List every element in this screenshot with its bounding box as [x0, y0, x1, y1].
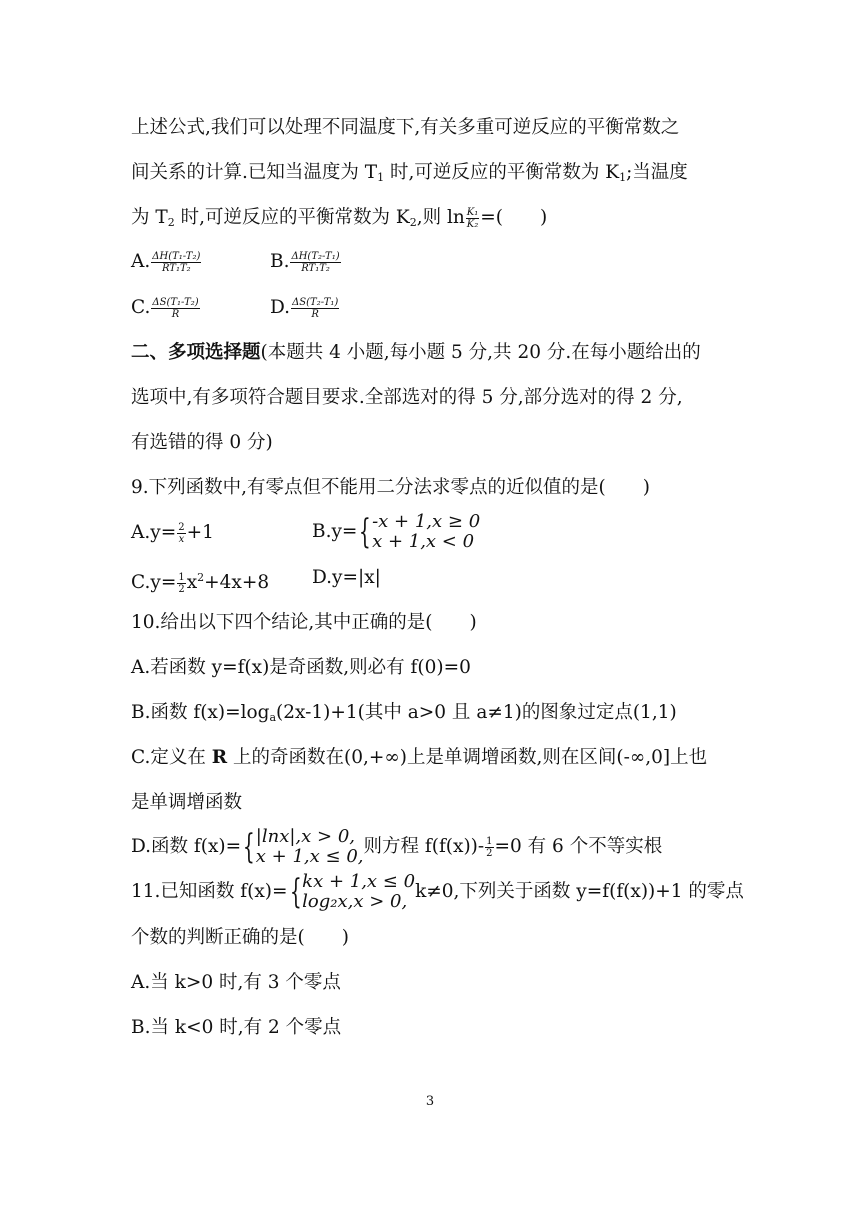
q11-stem-line-2: 个数的判断正确的是( ) — [131, 927, 349, 948]
q8-option-d: D. $\frac{\text{ΔS(T₂-T₁)}}{R}$ — [270, 296, 339, 320]
intro-line-1: 上述公式,我们可以处理不同温度下,有关多重可逆反应的平衡常数之 — [131, 117, 680, 138]
q8-option-c: C. $\frac{\text{ΔS(T₁-T₂)}}{R}$ — [131, 296, 199, 320]
q9-option-c: C.y= $\frac{1}{2}$ $x^2+4x+8$ — [131, 571, 270, 595]
section-2-desc-2: 选项中,有多项符合题目要求.全部选对的得 5 分,部分选对的得 2 分, — [131, 387, 683, 408]
ln-fraction: $\frac{\text{K₁}}{\text{K₂}}$ — [466, 206, 479, 230]
q10-stem: 10.给出以下四个结论,其中正确的是( ) — [131, 612, 477, 633]
q9-stem: 9.下列函数中,有零点但不能用二分法求零点的近似值的是( ) — [131, 477, 650, 498]
q10-option-d: D.函数 f(x)={ |lnx|,x > 0, x + 1,x ≤ 0, 则方程 f(f(x))- $\frac{1}{2}$ =0 有 6 个不等实根 — [131, 826, 663, 867]
q11-option-b: B.当 k<0 时,有 2 个零点 — [131, 1017, 342, 1038]
q11-option-a: A.当 k>0 时,有 3 个零点 — [131, 972, 341, 993]
q10-option-c-line-2: 是单调增函数 — [131, 792, 243, 813]
q10-option-c: C.定义在 R 上的奇函数在(0,+∞)上是单调增函数,则在区间(-∞,0]上也 — [131, 747, 708, 768]
q10-option-b: B.函数 $f(x)=\log_a(2x-1)+1$(其中 a>0 且 a≠1)的图象过定点(1,1) — [131, 702, 677, 724]
q8-option-b: B. $\frac{\text{ΔH(T₂-T₁)}}{\text{RT₁T₂}}$ — [270, 250, 340, 274]
section-2-heading: 二、多项选择题(本题共 4 小题,每小题 5 分,共 20 分.在每小题给出的 — [131, 342, 701, 363]
intro-line-2: 间关系的计算.已知当温度为 $T_1$ 时,可逆反应的平衡常数为 $K_1$;当温度 — [131, 162, 688, 184]
q9-option-d: D.y=|x| — [312, 567, 381, 588]
section-2-desc-3: 有选错的得 0 分) — [131, 432, 273, 453]
q9-option-b: B.y={ -x + 1,x ≥ 0 x + 1,x < 0 — [312, 511, 481, 552]
intro-line-3: 为 $T_2$ 时,可逆反应的平衡常数为 $K_2$,则 ln $\frac{\text{K₁}}{\text{K₂}}$ =( ) — [131, 206, 548, 230]
q11-stem: 11.已知函数 f(x)={ kx + 1,x ≤ 0 log₂x,x > 0, k≠0,下列关于函数 y=f(f(x))+1 的零点 — [131, 871, 744, 912]
q9-option-a: A.y= $\frac{2}{x}$ +1 — [131, 521, 214, 545]
q8-option-a: A. $\frac{\text{ΔH(T₁-T₂)}}{\text{RT₁T₂}}$ — [131, 250, 201, 274]
page-number: 3 — [425, 1094, 435, 1109]
q10-option-a: A.若函数 y=f(x)是奇函数,则必有 f(0)=0 — [131, 657, 471, 678]
